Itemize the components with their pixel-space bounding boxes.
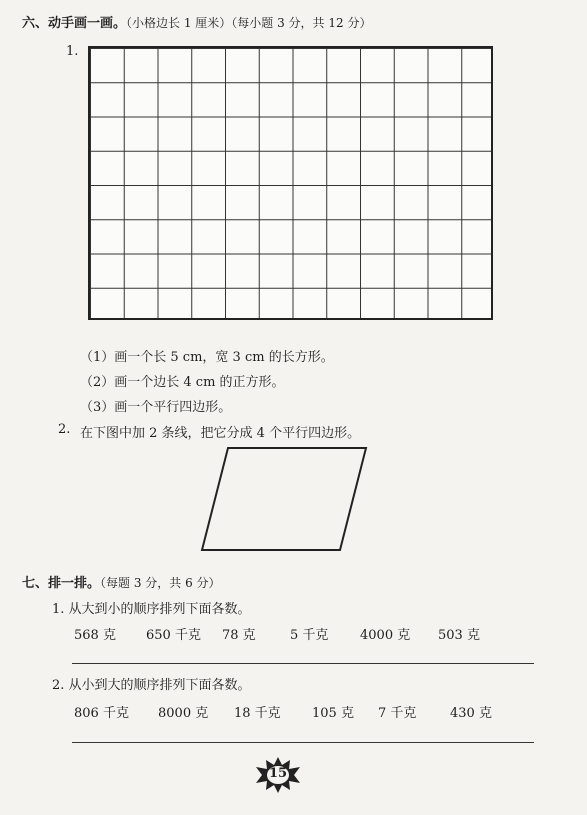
q2-value: 806 千克 [74, 706, 129, 721]
section7-q2: 2. 从小到大的顺序排列下面各数。 [52, 678, 251, 693]
q1-value: 503 克 [438, 628, 480, 643]
parallelogram-figure[interactable] [190, 440, 380, 560]
q1-value: 78 克 [222, 628, 256, 643]
q2-value: 7 千克 [378, 706, 417, 721]
q1-item-2: （2）画一个边长 4 cm 的正方形。 [80, 375, 285, 390]
q2-text: 在下图中加 2 条线，把它分成 4 个平行四边形。 [80, 426, 361, 441]
q1-number: 1. [66, 44, 79, 59]
q1-value: 650 千克 [146, 628, 201, 643]
section7-title-text: 七、排一排。 [22, 576, 101, 591]
q1-value: 568 克 [74, 628, 116, 643]
q1-value: 4000 克 [360, 628, 411, 643]
q1-value: 5 千克 [290, 628, 329, 643]
parallelogram-shape [202, 448, 366, 550]
section6-title [22, 12, 371, 31]
q2-value: 105 克 [312, 706, 354, 721]
q2-value: 18 千克 [234, 706, 281, 721]
section6-note: （小格边长 1 厘米）（每小题 3 分，共 12 分） [126, 16, 372, 30]
section7-title [22, 572, 221, 591]
q1-item-1: （1）画一个长 5 cm，宽 3 cm 的长方形。 [80, 350, 334, 365]
q1-item-3: （3）画一个平行四边形。 [80, 400, 232, 415]
answer-line-2[interactable] [72, 742, 534, 743]
answer-line-1[interactable] [72, 663, 534, 664]
section7-q1: 1. 从大到小的顺序排列下面各数。 [52, 602, 251, 617]
q2-value: 430 克 [450, 706, 492, 721]
q2-value: 8000 克 [158, 706, 209, 721]
page-number: 15 [268, 766, 288, 781]
section7-note: （每题 3 分，共 6 分） [100, 576, 221, 590]
drawing-grid[interactable] [88, 46, 493, 320]
section6-title-text: 六、动手画一画。 [22, 16, 127, 31]
q2-number: 2. [58, 422, 71, 437]
